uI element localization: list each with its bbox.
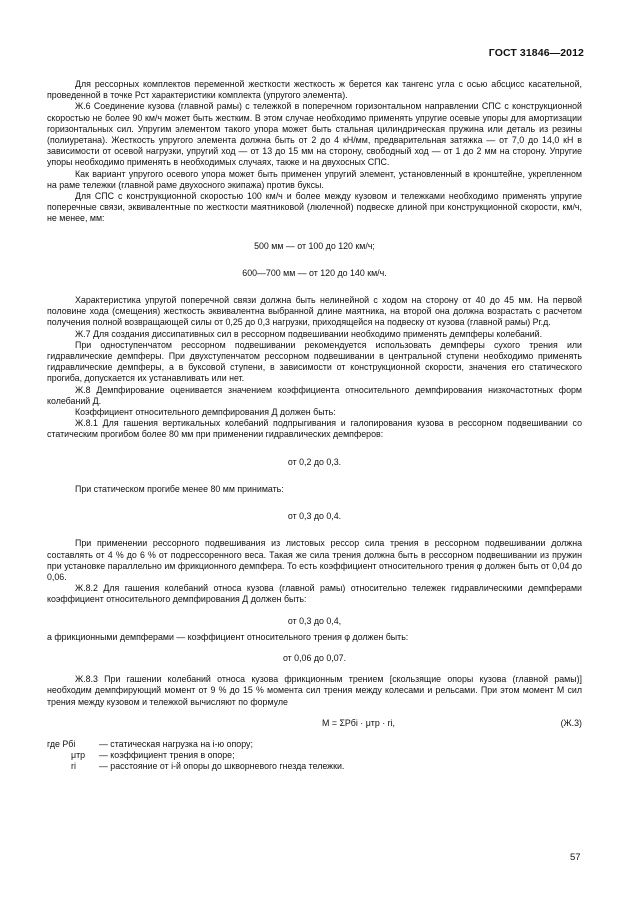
legend-description: — статическая нагрузка на i-ю опору; (99, 738, 253, 749)
paragraph: Ж.7 Для создания диссипативных сил в рессорном подвешивании необходимо применять демпферы колебаний. (75, 328, 543, 339)
legend-row (47, 739, 582, 750)
formula-number: (Ж.3) (560, 717, 582, 728)
legend-symbol: где Pбi (47, 738, 76, 749)
paragraph: Ж.8.1 Для гашения вертикальных колебаний подпрыгивания и галопирования кузова в рессорном подвешивании со статическим прогибом более 80 мм при применении гидравлических демпферов: (47, 418, 582, 440)
paragraph: Ж.6 Соединение кузова (главной рамы) с тележкой в поперечном горизонтальном направлении СПС с конструкционной скоростью не более 90 км/ч может быть жестким. В этом случае необходимо применять упругие осевые упоры для амортизации горизонтальных сил. Упругим элементом такого упора может быть стальная цилиндрическая пружина или деталь из резины (полиуретана). Жесткость упругого элемента должна быть от 2 до 4 кН/мм, предварительная затяжка — от 7,0 до 14,0 кН в зависимости от осевой нагрузки, упругий ход — от 13 до 15 мм на сторону, свободный ход — от 1 до 2 мм на сторону. Упругие упоры необходимо применять в необходимых случаях, также и на двухосных СПС. (47, 101, 582, 168)
symbol-legend (47, 739, 582, 773)
document-body (47, 79, 582, 772)
centered-value: от 0,06 до 0,07. (282, 652, 347, 663)
paragraph: При применении рессорного подвешивания из листовых рессор сила трения в рессорном подвешивании должна составлять от 4 % до 6 % от подрессоренного веса. Такая же сила трения должна быть в рессорном подвешивании из пружин при установке параллельно им фрикционного демпфера. То есть коэффициент относительного трения φ должен быть от 0,04 до 0,06. (47, 538, 582, 582)
paragraph: Как вариант упругого осевого упора может быть применен упругий элемент, установленный в кронштейне, укрепленном на раме тележки (главной раме двухосного экипажа) против буксы. (47, 168, 582, 190)
legend-symbol: ri (71, 761, 76, 772)
paragraph: Характеристика упругой поперечной связи должна быть нелинейной с ходом на сторону от 40 до 45 мм. На первой половине хода (смещения) жесткость эквивалентна выбранной длине маятника, на второй она должна возрастать с расчетом получения полной возвращающей силы от 0,25 до 0,3 нагрузки, приходящейся на подвеску от кузова (главной рамы) Pг.д. (47, 295, 582, 328)
centered-value: от 0,2 до 0,3. (287, 456, 342, 467)
centered-value: от 0,3 до 0,4. (287, 511, 342, 522)
paragraph: а фрикционными демпферами — коэффициент относительного трения φ должен быть: (47, 631, 409, 642)
legend-description: — расстояние от i-й опоры до шкворневого гнезда тележки. (99, 761, 345, 772)
legend-description: — коэффициент трения в опоре; (99, 749, 235, 760)
standard-header: ГОСТ 31846—2012 (488, 47, 584, 59)
paragraph: При статическом прогибе менее 80 мм принимать: (75, 483, 284, 494)
centered-value: 500 мм — от 100 до 120 км/ч; (254, 240, 375, 251)
paragraph: Ж.8.2 Для гашения колебаний относа кузова (главной рамы) относительно тележек гидравлическими демпферами коэффициент относительного демпфирования Д должен быть: (47, 583, 582, 605)
paragraph: При одноступенчатом рессорном подвешивании рекомендуется использовать демпферы сухого трения или гидравлические демпферы. При двухступенчатом рессорном подвешивании в центральной ступени необходимо применять гидравлические демпферы, а в буксовой ступени, в зависимости от конструкционной скорости, значения его статического прогиба, допускается их устанавливать или нет. (47, 339, 582, 384)
paragraph: Коэффициент относительного демпфирования Д должен быть: (75, 407, 336, 418)
legend-row (47, 761, 582, 772)
paragraph: Ж.8.3 При гашении колебаний относа кузова фрикционным трением [скользящие опоры кузова (главной рамы)] необходим демпфирующий момент от 9 % до 15 % момента сил трения между колесами и рельсами. При этом момент M сил трения между кузовом и тележкой вычисляют по формуле (47, 674, 582, 707)
centered-value: от 0,3 до 0,4, (287, 615, 342, 626)
legend-symbol: μтр (71, 749, 86, 760)
page-number: 57 (570, 852, 581, 863)
paragraph: Для рессорных комплектов переменной жесткости жесткость ж берется как тангенс угла с осью абсцисс касательной, проведенной в точке Pст характеристики комплекта (упругого элемента). (47, 79, 582, 101)
formula: M = ΣPбi · μтр · ri, (322, 717, 395, 728)
centered-value: 600—700 мм — от 120 до 140 км/ч. (242, 267, 387, 278)
formula-row (47, 717, 582, 733)
paragraph: Для СПС с конструкционной скоростью 100 км/ч и более между кузовом и тележками необходимо применять упругие поперечные связи, эквивалентные по жесткости маятниковой (люлечной) подвеске длиной при конструкционной скорости, км/ч, не менее, мм: (47, 191, 582, 224)
paragraph: Ж.8 Демпфирование оценивается значением коэффициента относительного демпфирования низкочастотных форм колебаний Д. (47, 384, 582, 406)
legend-row (47, 750, 582, 761)
